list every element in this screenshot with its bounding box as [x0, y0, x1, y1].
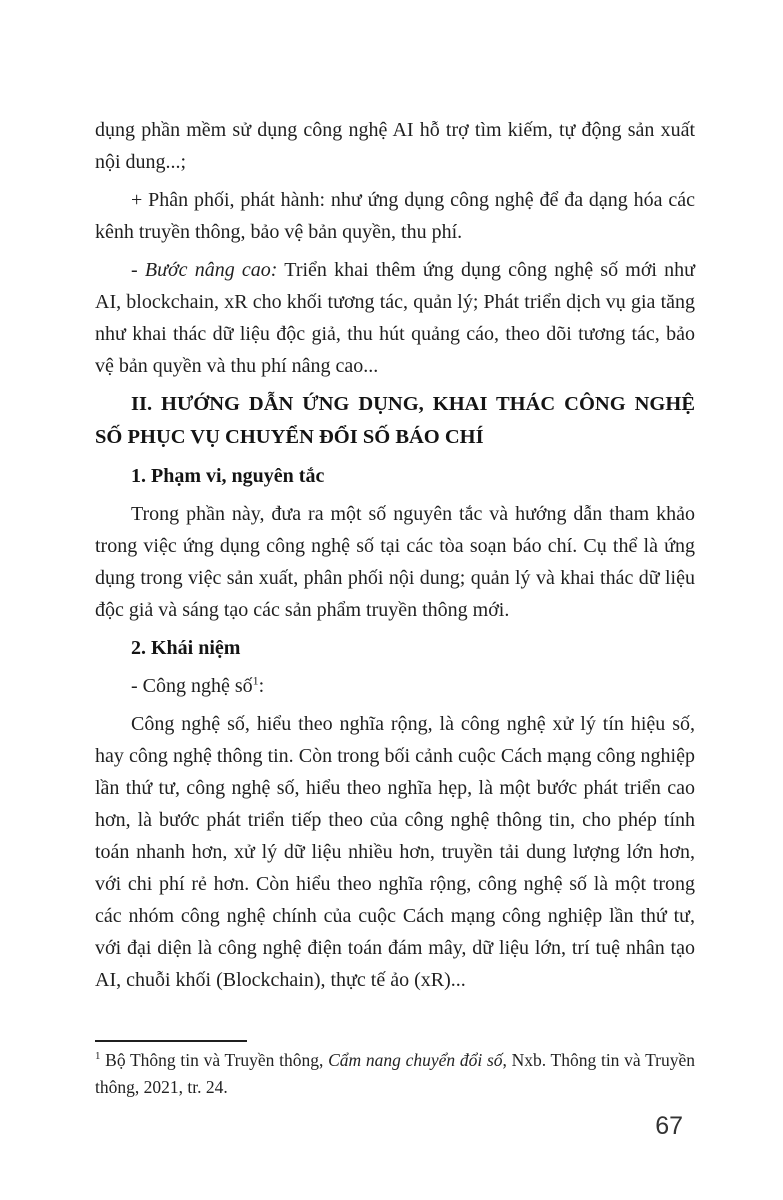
- section-heading: II. HƯỚNG DẪN ỨNG DỤNG, KHAI THÁC CÔNG NGHỆ SỐ PHỤC VỤ CHUYỂN ĐỔI SỐ BÁO CHÍ: [95, 393, 695, 448]
- paragraph-rest: Triển khai thêm ứng dụng công nghệ số mới như AI, blockchain, xR cho khối tương tác, quản lý; Phát triển dịch vụ gia tăng như khai thác dữ liệu độc giả, thu hút quảng cáo, theo dõi tương tác, bảo vệ bản quyền và thu phí nâng cao...: [95, 259, 695, 377]
- page-number: 67: [655, 1112, 683, 1140]
- body-paragraph-continuation: dụng phần mềm sử dụng công nghệ AI hỗ trợ tìm kiếm, tự động sản xuất nội dung...;: [95, 119, 695, 173]
- footnote-text-after: , Nxb. Thông tin và Truyền thông, 2021, tr. 24.: [95, 1050, 695, 1097]
- footnote: [95, 1047, 695, 1101]
- body-paragraph-advanced-step: [95, 254, 695, 382]
- footnote-marker: 1: [95, 1050, 101, 1063]
- body-paragraph-scope: Trong phần này, đưa ra một số nguyên tắc và hướng dẫn tham khảo trong việc ứng dụng công nghệ số tại các tòa soạn báo chí. Cụ thể là ứng dụng trong việc sản xuất, phân phối nội dung; quản lý và khai thác dữ liệu độc giả và sáng tạo các sản phẩm truyền thông mới.: [95, 503, 695, 621]
- term-colon: :: [258, 675, 265, 697]
- paragraph-lead-italic: Bước nâng cao:: [144, 259, 278, 281]
- term-text: - Công nghệ số: [131, 675, 253, 697]
- body-paragraph-definition: Công nghệ số, hiểu theo nghĩa rộng, là công nghệ xử lý tín hiệu số, hay công nghệ thông tin. Còn trong bối cảnh cuộc Cách mạng công nghiệp lần thứ tư, công nghệ số, hiểu theo nghĩa hẹp, là một bước phát triển cao hơn, là bước phát triển tiếp theo của công nghệ thông tin, cho phép tính toán nhanh hơn, xử lý dữ liệu nhiều hơn, truyền tải dung lượng lớn hơn, với chi phí rẻ hơn. Còn hiểu theo nghĩa rộng, công nghệ số là một trong các nhóm công nghệ chính của cuộc Cách mạng công nghiệp lần thứ tư, với đại diện là công nghệ điện toán đám mây, dữ liệu lớn, trí tuệ nhân tạo AI, chuỗi khối (Blockchain), thực tế ảo (xR)...: [95, 713, 695, 991]
- footnote-text-before: Bộ Thông tin và Truyền thông,: [100, 1050, 329, 1070]
- paragraph-dash: -: [131, 259, 145, 281]
- footnote-book-title: Cẩm nang chuyển đổi số: [328, 1050, 503, 1070]
- main-text-block: [95, 114, 695, 1002]
- footnote-divider: [95, 1040, 247, 1042]
- subheading-scope: 1. Phạm vi, nguyên tắc: [131, 465, 325, 487]
- term-line: [95, 670, 695, 702]
- subheading-concept: 2. Khái niệm: [131, 637, 241, 659]
- footnote-reference-marker: 1: [252, 673, 259, 688]
- body-paragraph-distribution: + Phân phối, phát hành: như ứng dụng công nghệ để đa dạng hóa các kênh truyền thông, bảo vệ bản quyền, thu phí.: [95, 189, 695, 243]
